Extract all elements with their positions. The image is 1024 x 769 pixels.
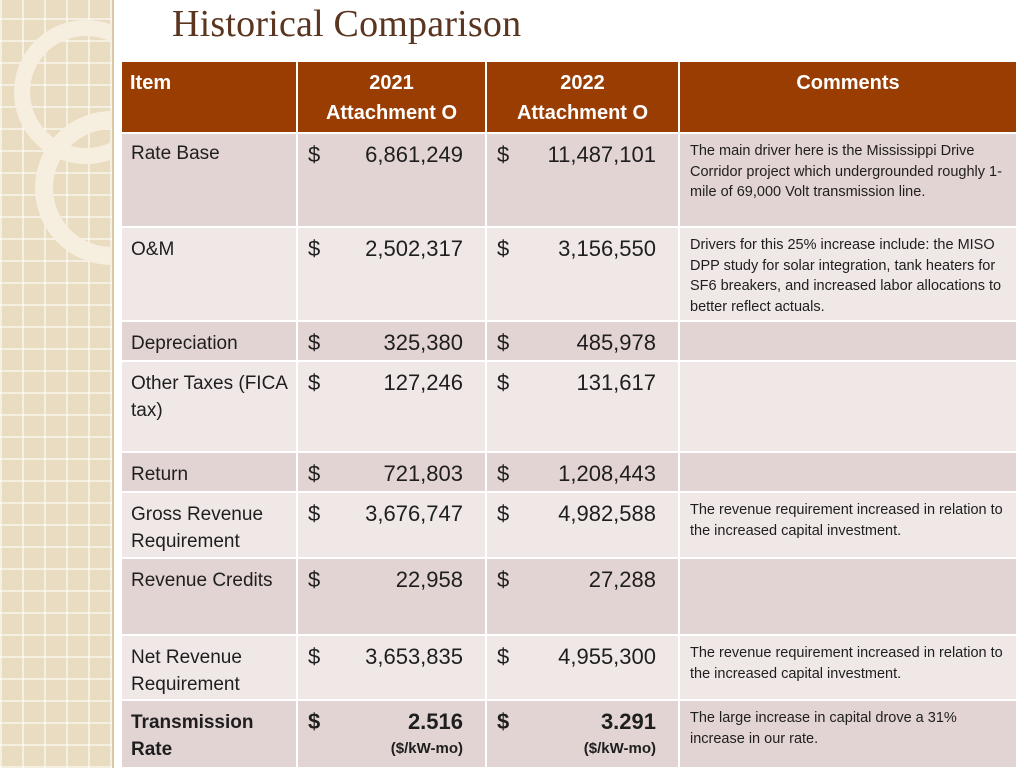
currency-symbol: $: [308, 142, 321, 167]
item-cell: Other Taxes (FICA tax): [121, 361, 297, 452]
header-2022-year: 2022: [560, 72, 605, 94]
value-2022: 1,208,443: [558, 461, 656, 486]
value-2022-cell: [486, 227, 679, 321]
value-2021: 22,958: [395, 567, 463, 592]
currency-symbol: $: [308, 236, 321, 261]
header-2022: [486, 61, 679, 133]
currency-symbol: $: [308, 370, 321, 395]
header-item: Item: [121, 61, 297, 133]
value-2021: 3,676,747: [365, 501, 463, 526]
table-row-om: [121, 227, 1017, 321]
table-row-depreciation: [121, 321, 1017, 361]
unit-2022: ($/kW-mo): [583, 740, 656, 757]
header-2021: [297, 61, 486, 133]
comment-cell: The revenue requirement increased in relation to the increased capital investment.: [679, 492, 1017, 558]
band-divider: [112, 0, 114, 768]
item-cell: Rate Base: [121, 133, 297, 227]
currency-symbol: $: [497, 236, 510, 261]
item-cell: Gross Revenue Requirement: [121, 492, 297, 558]
value-2021-cell: [297, 558, 486, 635]
header-2021-year: 2021: [369, 72, 414, 94]
currency-symbol: $: [497, 709, 510, 734]
item-cell: Revenue Credits: [121, 558, 297, 635]
currency-symbol: $: [308, 461, 321, 486]
value-2021: 6,861,249: [365, 142, 463, 167]
value-2022-cell: [486, 321, 679, 361]
value-2022: 11,487,101: [547, 142, 656, 167]
item-cell: Transmission Rate: [121, 700, 297, 768]
comment-cell: The revenue requirement increased in relation to the increased capital investment.: [679, 635, 1017, 700]
currency-symbol: $: [497, 370, 510, 395]
currency-symbol: $: [308, 567, 321, 592]
currency-symbol: $: [497, 461, 510, 486]
value-2022: 4,955,300: [558, 644, 656, 669]
value-2022: 4,982,588: [558, 501, 656, 526]
currency-symbol: $: [497, 644, 510, 669]
value-2022-cell: [486, 635, 679, 700]
table-row-revenue-credits: [121, 558, 1017, 635]
item-cell: Depreciation: [121, 321, 297, 361]
value-2022: 3,156,550: [558, 236, 656, 261]
comment-cell: The large increase in capital drove a 31% increase in our rate.: [679, 700, 1017, 768]
decorative-side-band: [0, 0, 113, 768]
currency-symbol: $: [497, 142, 510, 167]
value-2022: 131,617: [576, 370, 656, 395]
currency-symbol: $: [308, 330, 321, 355]
value-2022-cell: [486, 492, 679, 558]
value-2022: 27,288: [588, 567, 656, 592]
value-2021: 2.516: [407, 709, 463, 734]
value-2021: 3,653,835: [365, 644, 463, 669]
table-row-gross-revenue-requirement: [121, 492, 1017, 558]
currency-symbol: $: [497, 567, 510, 592]
header-2022-label: Attachment O: [516, 102, 649, 124]
value-2021-cell: [297, 227, 486, 321]
comment-cell: [679, 558, 1017, 635]
value-2021: 2,502,317: [365, 236, 463, 261]
currency-symbol: $: [497, 330, 510, 355]
value-2021-cell: [297, 492, 486, 558]
comment-cell: [679, 361, 1017, 452]
currency-symbol: $: [308, 501, 321, 526]
value-2022-cell: [486, 361, 679, 452]
comment-cell: The main driver here is the Mississippi Drive Corridor project which undergrounded roughly 1-mile of 69,000 Volt transmission line.: [679, 133, 1017, 227]
value-2021-cell: [297, 635, 486, 700]
comparison-table: [120, 60, 1018, 769]
currency-symbol: $: [308, 709, 321, 734]
value-2021-cell: [297, 700, 486, 768]
value-2022: 3.291: [600, 709, 656, 734]
value-2022-cell: [486, 700, 679, 768]
header-comments: Comments: [679, 61, 1017, 133]
item-cell: O&M: [121, 227, 297, 321]
value-2022: 485,978: [576, 330, 656, 355]
comment-cell: [679, 321, 1017, 361]
value-2021-cell: [297, 321, 486, 361]
decorative-circles: [0, 0, 113, 768]
value-2021-cell: [297, 133, 486, 227]
table-row-other-taxes: [121, 361, 1017, 452]
value-2022-cell: [486, 558, 679, 635]
table-row-transmission-rate: [121, 700, 1017, 768]
table-header-row: [121, 61, 1017, 133]
currency-symbol: $: [497, 501, 510, 526]
value-2021: 721,803: [383, 461, 463, 486]
value-2022-cell: [486, 133, 679, 227]
unit-2021: ($/kW-mo): [390, 740, 463, 757]
table-row-return: [121, 452, 1017, 492]
value-2021-cell: [297, 452, 486, 492]
page-title: Historical Comparison: [172, 3, 522, 45]
value-2021-cell: [297, 361, 486, 452]
header-2021-label: Attachment O: [325, 102, 458, 124]
comment-cell: [679, 452, 1017, 492]
item-cell: Return: [121, 452, 297, 492]
table-row-rate-base: [121, 133, 1017, 227]
value-2022-cell: [486, 452, 679, 492]
value-2021: 127,246: [383, 370, 463, 395]
table-row-net-revenue-requirement: [121, 635, 1017, 700]
comment-cell: Drivers for this 25% increase include: the MISO DPP study for solar integration, tank heaters for SF6 breakers, and increased labor allocations to better reflect actuals.: [679, 227, 1017, 321]
currency-symbol: $: [308, 644, 321, 669]
item-cell: Net Revenue Requirement: [121, 635, 297, 700]
value-2021: 325,380: [383, 330, 463, 355]
